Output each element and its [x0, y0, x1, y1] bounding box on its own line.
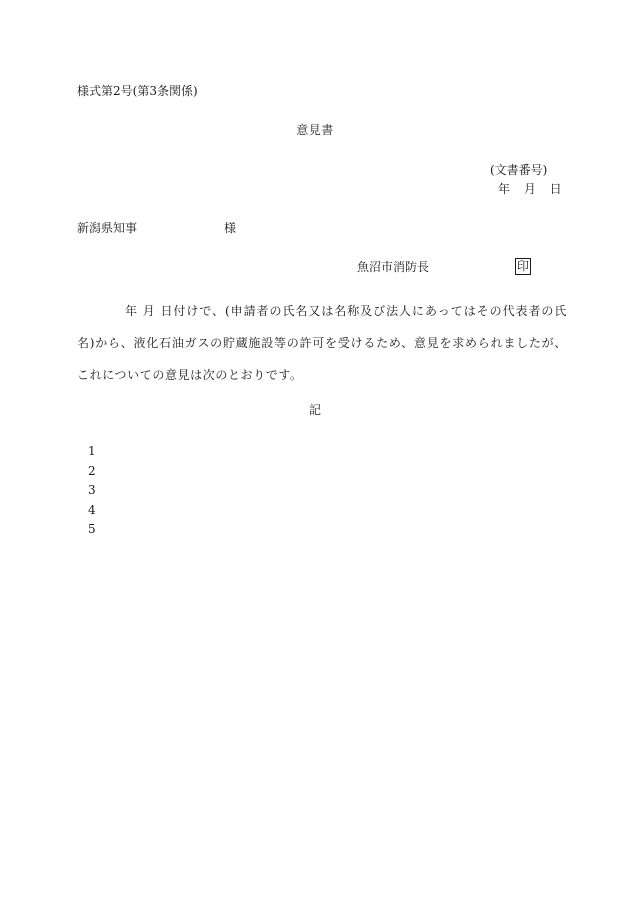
body-paragraph: 年 月 日付けで、(申請者の氏名又は名称及び法人にあってはその代表者の氏名)から、液化石油ガスの貯蔵施設等の許可を受けるため、意見を求められましたが、これについての意見は次のとおりです。 [77, 304, 567, 382]
record-heading: 記 [308, 403, 321, 417]
list-item: 5 [88, 522, 96, 536]
date-line: 年 月 日 [498, 182, 562, 196]
addressee-honorific: 様 [224, 221, 237, 235]
document-title: 意見書 [296, 123, 334, 137]
list-item: 4 [88, 502, 96, 517]
form-label: 様式第2号(第3条関係) [77, 84, 198, 98]
document-number: (文書番号) [490, 163, 548, 177]
addressee: 新潟県知事 [77, 221, 138, 235]
list-item: 3 [88, 483, 96, 497]
numbered-list [88, 442, 96, 540]
sender: 魚沼市消防長 [357, 260, 430, 274]
list-item: 2 [88, 463, 96, 478]
seal-mark: 印 [517, 259, 530, 273]
list-item: 1 [88, 444, 96, 458]
